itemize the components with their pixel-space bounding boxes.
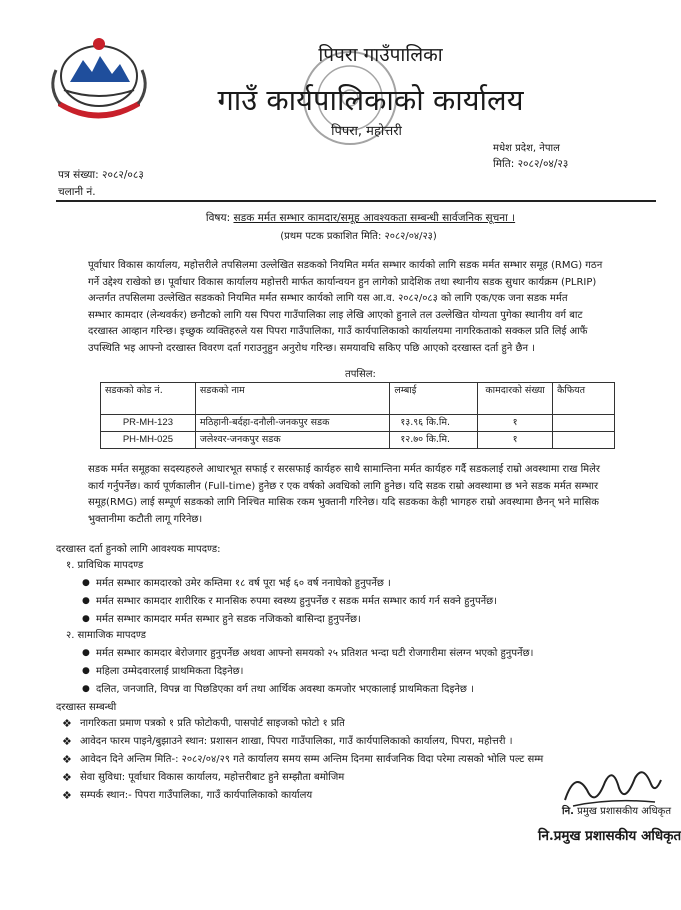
date-label: मिति: <box>493 158 515 170</box>
diamond-bullet-icon: ❖ <box>62 789 72 802</box>
application-text: आवेदन दिने अन्तिम मिति-: २०८२/०४/२९ गते कार्यालय समय सम्म अन्तिम दिनमा सार्वजनिक विदा परेमा त्यसको भोलि पल्ट सम्म <box>80 754 544 765</box>
road-workers: १ <box>478 431 553 448</box>
road-name: मठिहानी-बर्दहा-दनौली-जनकपुर सडक <box>195 415 390 432</box>
intro-paragraph <box>88 258 643 357</box>
application-item <box>62 789 313 803</box>
office-location: पिपरा, महोत्तरी <box>331 124 402 139</box>
intro-line: दरखास्त आव्हान गरिन्छ। इच्छुक व्यक्तिहरुले यस पिपरा गाउँपालिका, गाउँ कार्यपालिकाको कार्यालयमा नागरिकताको सक्कल प्रति लिई आफैं <box>88 326 588 337</box>
rmg-line: समूह(RMG) लाई सम्पूर्ण सडकको लागि निश्चित मासिक रकम भुक्तानी गरिनेछ। यदि सडकका केही भागहरु राम्रो अवस्थामा छैनन् भने मासिक <box>88 497 599 508</box>
criteria-heading: दरखास्त दर्ता हुनको लागि आवश्यक मापदण्ड: <box>56 544 221 555</box>
bullet-icon: ● <box>82 648 90 658</box>
criterion-text: महिला उम्मेदवारलाई प्राथमिकता दिइनेछ। <box>96 666 244 677</box>
road-code: PR-MH-123 <box>101 415 196 432</box>
application-item <box>62 771 345 785</box>
rmg-line: भुक्तानीमा कटौती लागू गरिनेछ। <box>88 513 203 525</box>
signer-prefix: नि. <box>562 806 574 817</box>
bullet-icon: ● <box>82 578 90 588</box>
technical-criterion <box>82 596 497 609</box>
date-value: २०८२/०४/२३ <box>517 158 569 170</box>
subject-prefix: विषय: <box>205 212 231 224</box>
criterion-text: दलित, जनजाति, विपन्न वा पिछडिएका वर्ग तथा आर्थिक अवस्था कमजोर भएकालाई प्राथमिकता दिइनेछ । <box>96 684 474 695</box>
bullet-icon: ● <box>82 614 90 624</box>
rmg-line: कार्य गर्नुपर्नेछ। कार्य पूर्णकालीन (Full-time) हुनेछ र एक वर्षको अवधिको लागि हुनेछ। यदि सडक राम्रो अवस्थामा छ भने सडक मर्मत सम्भार <box>88 480 599 492</box>
dispatch-label: चलानी नं. <box>58 186 96 198</box>
technical-criterion <box>82 614 361 627</box>
intro-line: अन्तर्गत तपसिलमा उल्लेखित सडकको नियमित मर्मत सम्भार कार्यको लागि यस आ.व. २०८२/०८३ को लागि एक/एक जना सडक मर्मत <box>88 293 568 304</box>
header-code: सडकको कोड नं. <box>101 383 196 415</box>
road-name: जलेश्वर-जनकपुर सडक <box>195 431 390 448</box>
header-length: लम्बाई <box>390 383 478 415</box>
table-row <box>101 415 615 432</box>
bullet-icon: ● <box>82 596 90 606</box>
application-item <box>62 753 544 767</box>
municipality-name: पिपरा गाउँपालिका <box>318 44 443 66</box>
intro-line: उपस्थिति भइ आफ्नो दरखास्त विवरण दर्ता गराउनुहुन अनुरोध गरिन्छ। समयावधि सकिए पछि आएको दरखास्त दर्ता हुने छैन । <box>88 342 536 354</box>
diamond-bullet-icon: ❖ <box>62 717 72 730</box>
letter-date <box>493 158 568 171</box>
diamond-bullet-icon: ❖ <box>62 735 72 748</box>
published-date: (प्रथम पटक प्रकाशित मिति: २०८२/०४/२३) <box>280 231 437 242</box>
social-criteria-heading: २. सामाजिक मापदण्ड <box>66 630 147 641</box>
header-remarks: कैफियत <box>553 383 615 415</box>
criterion-text: मर्मत सम्भार कामदार मर्मत सम्भार हुने सडक नजिकको बासिन्दा हुनुपर्नेछ। <box>96 614 361 625</box>
letter-number-label: पत्र संख्या: <box>58 169 99 181</box>
criterion-text: मर्मत सम्भार कामदार बेरोजगार हुनुपर्नेछ अथवा आफ्नो समयको २५ प्रतिशत भन्दा घटी रोजगारीमा संलग्न भएको हुनुपर्नेछ। <box>96 648 534 659</box>
road-remarks <box>553 415 615 432</box>
signer-designation-handwritten: नि.प्रमुख प्रशासकीय अधिकृत <box>538 828 681 844</box>
dispatch-number <box>58 186 96 199</box>
intro-line: पूर्वाधार विकास कार्यालय, महोत्तरीले तपसिलमा उल्लेखित सडकको नियमित मर्मत सम्भार कार्यको लागि सडक मर्मत सम्भार समूह (RMG) गठन <box>88 260 603 271</box>
application-text: सम्पर्क स्थान:- पिपरा गाउँपालिका, गाउँ कार्यपालिकाको कार्यालय <box>80 790 313 801</box>
intro-line: सम्भार कामदार (लेन्थवर्कर) छनौटको लागि यस पिपरा गाउँपालिका लाइ लेखि आएको हुनाले तल उल्लेखित योग्यता पुगेका स्थानीय वर्ग बाट <box>88 309 583 321</box>
application-item <box>62 735 513 749</box>
criterion-text: मर्मत सम्भार कामदार शारीरिक र मानसिक रुपमा स्वस्थ्य हुनुपर्नेछ र सडक मर्मत सम्भार कार्य गर्न सक्ने हुनुपर्नेछ। <box>96 596 497 607</box>
diamond-bullet-icon: ❖ <box>62 753 72 766</box>
diamond-bullet-icon: ❖ <box>62 771 72 784</box>
office-name: गाउँ कार्यपालिकाको कार्यालय <box>217 83 524 117</box>
application-text: आवेदन फारम पाइने/बुझाउने स्थान: प्रशासन शाखा, पिपरा गाउँपालिका, गाउँ कार्यपालिकाको कार्यालय, पिपरा, महोत्तरी । <box>80 736 513 747</box>
letter-number <box>58 169 144 182</box>
province-name: मधेश प्रदेश, नेपाल <box>493 143 560 154</box>
technical-criterion <box>82 578 391 591</box>
rmg-line: सडक मर्मत समूहका सदस्यहरुले आधारभूत सफाई र सरसफाई कार्यहरु साथै सामान्तिना मर्मत कार्यहरु गर्दै सडकलाई राम्रो अवस्थामा राख मिलेर <box>88 464 601 475</box>
notice-subject <box>0 212 681 225</box>
header-name: सडकको नाम <box>195 383 390 415</box>
letter-number-value: २०८२/०८३ <box>102 169 144 181</box>
social-criterion <box>82 648 534 661</box>
application-text: नागरिकता प्रमाण पत्रको १ प्रति फोटोकपी, पासपोर्ट साइजको फोटो १ प्रति <box>80 718 345 729</box>
bullet-icon: ● <box>82 666 90 676</box>
road-table <box>100 382 615 449</box>
subject-text: सडक मर्मत सम्भार कामदार/समूह आवश्यकता सम्बन्धी सार्वजनिक सूचना । <box>233 212 516 224</box>
road-length: १३.९६ कि.मि. <box>390 415 478 432</box>
road-remarks <box>553 431 615 448</box>
table-caption: तपसिल: <box>345 369 376 380</box>
header-divider <box>56 200 656 202</box>
criterion-text: मर्मत सम्भार कामदारको उमेर कम्तिमा १८ वर्ष पूरा भई ६० वर्ष ननाघेको हुनुपर्नेछ । <box>96 578 391 589</box>
bullet-icon: ● <box>82 684 90 694</box>
social-criterion <box>82 666 244 679</box>
application-text: सेवा सुविधा: पूर्वाधार विकास कार्यालय, महोत्तरीबाट हुने सम्झौता बमोजिम <box>80 772 345 783</box>
intro-line: गर्ने उद्देश्य राखेको छ। पूर्वाधार विकास कार्यालय महोत्तरी मार्फत कार्यान्वयन हुन लागेको प्रादेशिक तथा स्थानीय सडक सुधार कार्यक्रम (PLRIP) <box>88 276 597 288</box>
rmg-paragraph <box>88 462 643 528</box>
road-length: १२.७० कि.मि. <box>390 431 478 448</box>
road-workers: १ <box>478 415 553 432</box>
signer-designation: प्रमुख प्रशासकीय अधिकृत <box>577 806 672 817</box>
table-row <box>101 431 615 448</box>
signer-title <box>562 806 671 819</box>
application-heading: दरखास्त सम्बन्धी <box>56 702 117 713</box>
road-code: PH-MH-025 <box>101 431 196 448</box>
header-workers: कामदारको संख्या <box>478 383 553 415</box>
technical-criteria-heading: १. प्राविधिक मापदण्ड <box>66 560 144 571</box>
social-criterion <box>82 684 474 697</box>
table-header-row <box>101 383 615 415</box>
application-item <box>62 717 345 731</box>
